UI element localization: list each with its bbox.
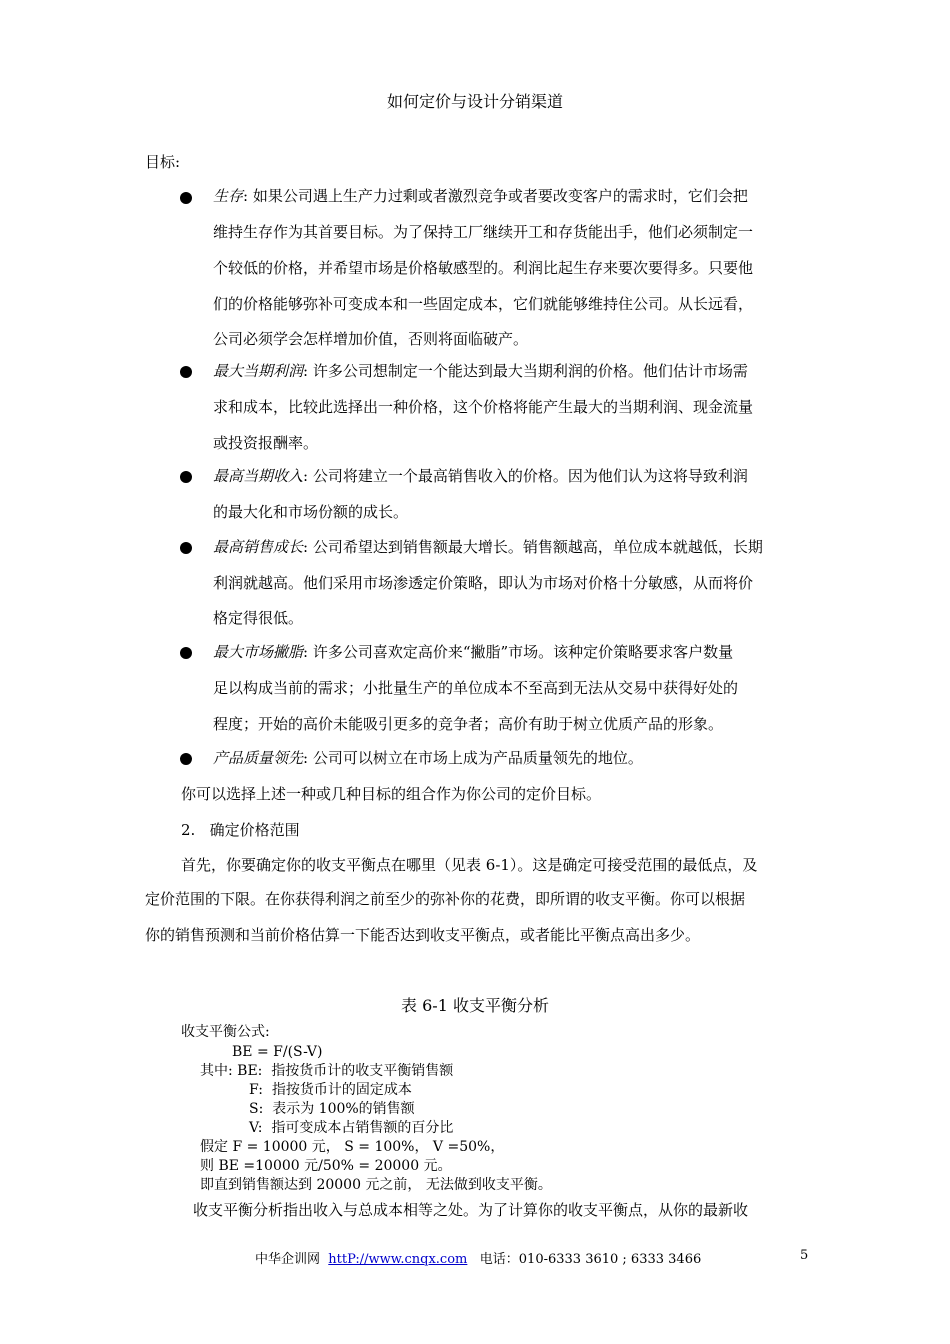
bullet-1-line-1 bbox=[213, 187, 748, 205]
bullet-1-text: : 如果公司遇上生产力过剩或者激烈竞争或者要改变客户的需求时，它们会把 bbox=[243, 187, 748, 205]
bullet-4-line-2: 利润就越高。他们采用市场渗透定价策略，即认为市场对价格十分敏感，从而将价 bbox=[213, 574, 754, 592]
bullet-4-line-1 bbox=[213, 538, 763, 556]
def-be: 其中: BE: 指按货币计的收支平衡销售额 bbox=[200, 1063, 454, 1079]
assumption: 假定 F = 10000 元， S = 100%， V =50%， bbox=[200, 1139, 505, 1155]
conclusion: 即直到销售额达到 20000 元之前， 无法做到收支平衡。 bbox=[200, 1177, 552, 1193]
bullet-2-line-2: 求和成本，比较此选择出一种价格，这个价格将能产生最大的当期利润、现金流量 bbox=[213, 398, 754, 416]
bullet-1-term: 生存 bbox=[213, 187, 244, 205]
page-title: 如何定价与设计分销渠道 bbox=[386, 92, 563, 111]
page-number: 5 bbox=[800, 1248, 809, 1263]
footer bbox=[255, 1248, 701, 1267]
bullet-5-term: 最大市场撇脂 bbox=[213, 643, 304, 661]
result: 则 BE =10000 元/50% = 20000 元。 bbox=[200, 1158, 452, 1174]
section-heading: 2. 确定价格范围 bbox=[181, 821, 300, 839]
para-line-2: 定价范围的下限。在你获得利润之前至少的弥补你的花费，即所谓的收支平衡。你可以根据 bbox=[145, 890, 746, 908]
bullet-icon bbox=[180, 366, 192, 378]
bullet-2-line-3: 或投资报酬率。 bbox=[213, 434, 319, 452]
bullet-5-line-2: 足以构成当前的需求；小批量生产的单位成本不至高到无法从交易中获得好处的 bbox=[213, 679, 739, 697]
para-line-1: 首先，你要确定你的收支平衡点在哪里（见表 6-1）。这是确定可接受范围的最低点，及 bbox=[181, 856, 758, 874]
bullet-icon bbox=[180, 647, 192, 659]
bullet-icon bbox=[180, 471, 192, 483]
bullet-3-line-2: 的最大化和市场份额的成长。 bbox=[213, 503, 409, 521]
closing-sentence: 你可以选择上述一种或几种目标的组合作为你公司的定价目标。 bbox=[181, 785, 602, 803]
formula: BE = F/(S-V) bbox=[232, 1044, 323, 1060]
bullet-2-text: : 许多公司想制定一个能达到最大当期利润的价格。他们估计市场需 bbox=[303, 362, 748, 380]
bullet-icon bbox=[180, 753, 192, 765]
def-s: S: 表示为 100%的销售额 bbox=[249, 1101, 415, 1117]
footer-phone: 电话：010-6333 3610 ; 6333 3466 bbox=[479, 1252, 702, 1267]
bullet-4-text: : 公司希望达到销售额最大增长。销售额越高，单位成本就越低，长期 bbox=[303, 538, 763, 556]
para-line-3: 你的销售预测和当前价格估算一下能否达到收支平衡点，或者能比平衡点高出多少。 bbox=[145, 926, 701, 944]
bullet-icon bbox=[180, 192, 192, 204]
bullet-4-line-3: 格定得很低。 bbox=[213, 609, 304, 627]
def-f: F: 指按货币计的固定成本 bbox=[249, 1082, 412, 1098]
bullet-1-line-3: 个较低的价格，并希望市场是价格敏感型的。利润比起生存来要次要得多。只要他 bbox=[213, 259, 754, 277]
bullet-5-text: : 许多公司喜欢定高价来“撇脂”市场。该种定价策略要求客户数量 bbox=[303, 643, 734, 661]
bullet-1-line-4: 们的价格能够弥补可变成本和一些固定成本，它们就能够维持住公司。从长远看， bbox=[213, 295, 754, 313]
table-title: 表 6-1 收支平衡分析 bbox=[401, 996, 549, 1015]
formula-label: 收支平衡公式: bbox=[181, 1024, 270, 1040]
footer-org: 中华企训网 bbox=[255, 1252, 321, 1267]
bullet-6-line-1 bbox=[213, 749, 643, 767]
bullet-2-term: 最大当期利润 bbox=[213, 362, 304, 380]
bullet-5-line-1 bbox=[213, 643, 733, 661]
goals-label: 目标: bbox=[145, 153, 181, 171]
analysis-intro: 收支平衡分析指出收入与总成本相等之处。为了计算你的收支平衡点，从你的最新收 bbox=[193, 1201, 749, 1219]
bullet-2-line-1 bbox=[213, 362, 748, 380]
bullet-3-text: : 公司将建立一个最高销售收入的价格。因为他们认为这将导致利润 bbox=[303, 467, 748, 485]
bullet-3-term: 最高当期收入 bbox=[213, 467, 304, 485]
bullet-4-term: 最高销售成长 bbox=[213, 538, 304, 556]
bullet-5-line-3: 程度；开始的高价未能吸引更多的竞争者；高价有助于树立优质产品的形象。 bbox=[213, 715, 724, 733]
bullet-6-term: 产品质量领先 bbox=[213, 749, 304, 767]
bullet-6-text: : 公司可以树立在市场上成为产品质量领先的地位。 bbox=[303, 749, 643, 767]
bullet-1-line-2: 维持生存作为其首要目标。为了保持工厂继续开工和存货能出手，他们必须制定一 bbox=[213, 223, 754, 241]
bullet-icon bbox=[180, 542, 192, 554]
bullet-1-line-5: 公司必须学会怎样增加价值，否则将面临破产。 bbox=[213, 330, 529, 348]
def-v: V: 指可变成本占销售额的百分比 bbox=[249, 1120, 454, 1136]
bullet-3-line-1 bbox=[213, 467, 748, 485]
footer-url-link[interactable]: httP://www.cnqx.com bbox=[328, 1252, 468, 1267]
